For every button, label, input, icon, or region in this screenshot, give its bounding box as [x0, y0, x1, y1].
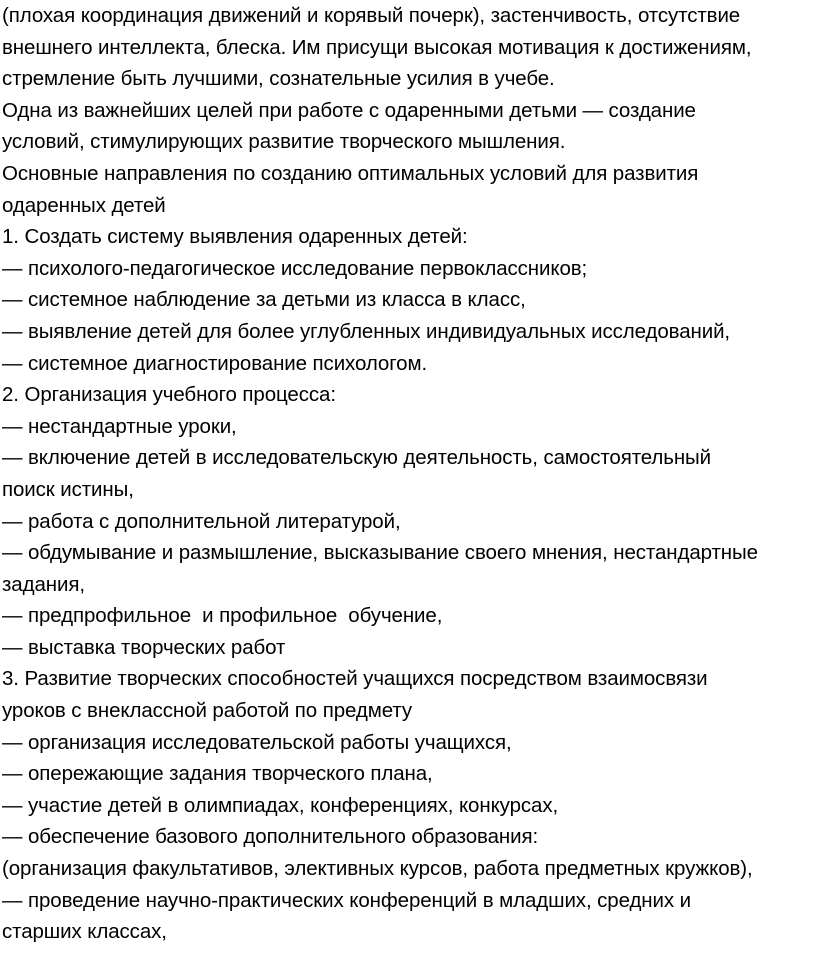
text-line: Одна из важнейших целей при работе с одаренными детьми — создание — [2, 98, 696, 122]
list-heading: 1. Создать систему выявления одаренных детей: — [2, 225, 468, 249]
list-item-continuation: задания, — [2, 572, 85, 596]
list-heading: 3. Развитие творческих способностей учащихся посредством взаимосвязи — [2, 667, 708, 691]
text-line: внешнего интеллекта, блеска. Им присущи высокая мотивация к достижениям, — [2, 35, 752, 59]
list-heading-continuation: уроков с внеклассной работой по предмету — [2, 699, 412, 723]
list-heading: 2. Организация учебного процесса: — [2, 383, 336, 407]
list-item: — участие детей в олимпиадах, конференциях, конкурсах, — [2, 793, 559, 817]
list-item-continuation: поиск истины, — [2, 477, 134, 501]
text-line: стремление быть лучшими, сознательные усилия в учебе. — [2, 67, 555, 91]
list-item: — выявление детей для более углубленных индивидуальных исследований, — [2, 319, 731, 343]
list-item: — предпрофильное и профильное обучение, — [2, 604, 443, 628]
list-item-continuation: (организация факультативов, элективных курсов, работа предметных кружков), — [2, 857, 753, 881]
list-item: — выставка творческих работ — [2, 635, 286, 659]
text-line: условий, стимулирующих развитие творческого мышления. — [2, 130, 566, 154]
text-line: одаренных детей — [2, 193, 166, 217]
list-item: — системное наблюдение за детьми из класса в класс, — [2, 288, 526, 312]
list-item: — проведение научно-практических конференций в младших, средних и — [2, 888, 691, 912]
list-item: — нестандартные уроки, — [2, 414, 237, 438]
list-item: — обдумывание и размышление, высказывание своего мнения, нестандартные — [2, 541, 758, 565]
list-item-continuation: старших классах, — [2, 920, 167, 944]
text-line: Основные направления по созданию оптимальных условий для развития — [2, 161, 699, 185]
list-item: — психолого-педагогическое исследование первоклассников; — [2, 256, 588, 280]
list-item: — включение детей в исследовательскую деятельность, самостоятельный — [2, 446, 712, 470]
list-item: — системное диагностирование психологом. — [2, 351, 428, 375]
list-item: — обеспечение базового дополнительного образования: — [2, 825, 539, 849]
list-item: — опережающие задания творческого плана, — [2, 762, 433, 786]
list-item: — работа с дополнительной литературой, — [2, 509, 401, 533]
text-line: (плохая координация движений и корявый почерк), застенчивость, отсутствие — [2, 4, 741, 27]
list-item: — организация исследовательской работы учащихся, — [2, 730, 512, 754]
